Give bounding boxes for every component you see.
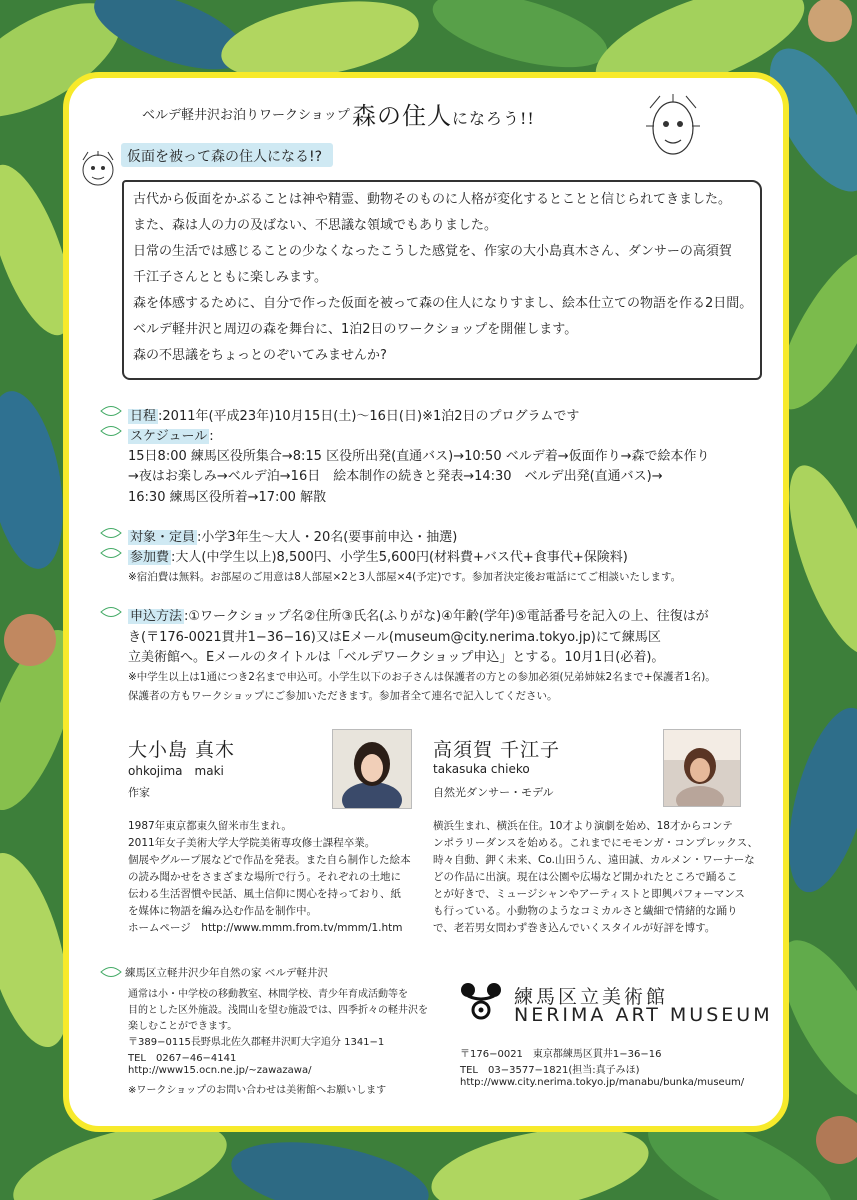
artist2-bio-line: も行っている。小動物のようなコミカルさと繊細で情緒的な踊り bbox=[433, 905, 738, 917]
workshop-subtitle: ベルデ軽井沢お泊りワークショップ bbox=[142, 108, 350, 123]
schedule-colon: : bbox=[209, 429, 214, 444]
museum-tel: TEL 03−3577−1821(担当:真子みほ) bbox=[460, 1065, 640, 1076]
title-forest-glyph: 森 bbox=[352, 102, 377, 130]
facility-line: 通常は小・中学校の移動教室、林間学校、青少年育成活動等を bbox=[128, 989, 408, 1000]
artist2-bio-line: 横浜生まれ、横浜在住。10才より演劇を始め、18才からコンテ bbox=[433, 820, 733, 832]
date-text: :2011年(平成23年)10月15日(土)〜16日(日)※1泊2日のプログラムです bbox=[158, 409, 580, 424]
artist1-photo bbox=[332, 729, 412, 809]
artist1-homepage[interactable]: ホームページ http://www.mmm.from.tv/mmm/1.htm bbox=[128, 922, 403, 934]
artist1-roman: ohkojima maki bbox=[128, 764, 224, 778]
facility-tel: TEL 0267−46−4141 bbox=[128, 1053, 237, 1064]
leaf-icon bbox=[100, 424, 122, 438]
artist1-bio-line: の読み聞かせをさまざまな場所で行う。それぞれの土地に bbox=[128, 871, 401, 883]
artist2-name: 高須賀 千江子 bbox=[433, 739, 561, 761]
intro-line: また、森は人の力の及ばない、不思議な領域でもありました。 bbox=[133, 218, 498, 233]
artist1-bio-line: 2011年女子美術大学大学院美術専攻修士課程卒業。 bbox=[128, 837, 376, 849]
apply-line: 立美術館へ。Eメールのタイトルは「ベルデワークショップ申込」とする。10月1日(必着)。 bbox=[128, 650, 665, 665]
facility-inquiry-note: ※ワークショップのお問い合わせは美術館へお願いします bbox=[128, 1085, 387, 1096]
apply-row bbox=[128, 605, 709, 624]
schedule-label: スケジュール bbox=[130, 429, 208, 444]
intro-line: ベルデ軽井沢と周辺の森を舞台に、1泊2日のワークショップを開催します。 bbox=[133, 322, 578, 337]
intro-heading: 仮面を被って森の住人になる!? bbox=[121, 143, 333, 167]
fee-text: :大人(中学生以上)8,500円、小学生5,600円(材料費+バス代+食事代+保険料) bbox=[171, 550, 628, 565]
museum-name-en: NERIMA ART MUSEUM bbox=[514, 1004, 773, 1026]
museum-logo-icon bbox=[460, 982, 502, 1022]
artist2-bio-line: 時々自動、鉀く未来、Co.山田うん、遠田誠、カルメン・ワーナーな bbox=[433, 854, 755, 866]
artist1-bio-line: 1987年東京都東久留米市生まれ。 bbox=[128, 820, 292, 832]
artist2-bio-line: で、老若男女問わず巻き込んでいくスタイルが好評を博す。 bbox=[433, 922, 716, 934]
apply-text: :①ワークショップ名②住所③氏名(ふりがな)④年齢(学年)⑤電話番号を記入の上、往復はが bbox=[184, 609, 709, 624]
date-label: 日程 bbox=[130, 409, 157, 424]
artist2-bio-line: ンポラリーダンスを始める。これまでにモモンガ・コンプレックス、 bbox=[433, 837, 758, 849]
facility-url[interactable]: http://www15.ocn.ne.jp/~zawazawa/ bbox=[128, 1065, 312, 1076]
artist1-name: 大小島 真木 bbox=[128, 739, 236, 761]
date-row bbox=[128, 405, 579, 424]
intro-line: 古代から仮面をかぶることは神や精霊、動物そのものに人格が変化するとことと信じられてきました。 bbox=[133, 192, 732, 207]
intro-line: 日常の生活では感じることの少なくなったこうした感覚を、作家の大小島真木さん、ダンサーの高須賀 bbox=[133, 244, 732, 259]
page-title bbox=[352, 96, 535, 131]
mask-face-icon bbox=[640, 88, 706, 162]
facility-line: 楽しむことができます。 bbox=[128, 1021, 238, 1032]
facility-line: 目的とした区外施設。浅間山を望む施設では、四季折々の軽井沢を bbox=[128, 1005, 428, 1016]
apply-note: ※中学生以上は1通につき2名まで申込可。小学生以下のお子さんは保護者の方との参加必須(兄弟姉妹2名まで+保護者1名)。 bbox=[128, 671, 716, 683]
facility-title: 練馬区立軽井沢少年自然の家 ベルデ軽井沢 bbox=[125, 967, 328, 979]
schedule-line: →夜はお楽しみ→ベルデ泊→16日 絵本制作の続きと発表→14:30 ベルデ出発(直通バス)→ bbox=[128, 469, 663, 484]
intro-line: 森を体感するために、自分で作った仮面を被って森の住人になりすまし、絵本仕立ての物語を作る2日間。 bbox=[133, 296, 753, 311]
schedule-line: 16:30 練馬区役所着→17:00 解散 bbox=[128, 490, 327, 505]
leaf-icon bbox=[100, 546, 122, 560]
target-label: 対象・定員 bbox=[130, 530, 196, 545]
artist1-bio-line: を媒体に物語を編み込む作品を制作中。 bbox=[128, 905, 317, 917]
title-no: の bbox=[377, 102, 402, 130]
artist1-bio-line: 個展やグループ展などで作品を発表。また自ら制作した絵本 bbox=[128, 854, 411, 866]
facility-address: 〒389−0115長野県北佐久郡軽井沢町大字追分 1341−1 bbox=[128, 1037, 385, 1048]
artist1-role: 作家 bbox=[128, 786, 150, 799]
schedule-row bbox=[128, 425, 214, 444]
leaf-icon bbox=[100, 404, 122, 418]
title-resident: 住人 bbox=[402, 102, 452, 130]
museum-name-jp: 練馬区立美術館 bbox=[514, 986, 669, 1008]
apply-label: 申込方法 bbox=[130, 609, 183, 624]
leaf-icon bbox=[100, 526, 122, 540]
fee-row bbox=[128, 546, 628, 565]
intro-line: 森の不思議をちょっとのぞいてみませんか? bbox=[133, 348, 387, 363]
artist2-photo bbox=[663, 729, 741, 807]
mask-sketch-icon bbox=[78, 148, 118, 192]
artist1-bio-line: 伝わる生活習慣や民話、風土信仰に関心を持っており、紙 bbox=[128, 888, 401, 900]
artist2-roman: takasuka chieko bbox=[433, 762, 530, 776]
leaf-icon bbox=[100, 965, 122, 979]
apply-line: き(〒176-0021貫井1−36−16)又はEメール(museum@city.nerima.tokyo.jp)にて練馬区 bbox=[128, 630, 661, 645]
fee-label: 参加費 bbox=[130, 550, 170, 565]
apply-note: 保護者の方もワークショップにご参加いただきます。参加者全て連名で記入してください。 bbox=[128, 690, 558, 702]
lodging-note: ※宿泊費は無料。お部屋のご用意は8人部屋×2と3人部屋×4(予定)です。参加者決定後お電話にてご相談いたします。 bbox=[128, 571, 682, 583]
intro-line: 千江子さんとともに楽しみます。 bbox=[133, 270, 327, 285]
title-suffix: になろう!! bbox=[452, 109, 535, 128]
target-row bbox=[128, 526, 457, 545]
museum-url[interactable]: http://www.city.nerima.tokyo.jp/manabu/bunka/museum/ bbox=[460, 1077, 745, 1088]
leaf-icon bbox=[100, 605, 122, 619]
target-text: :小学3年生〜大人・20名(要事前申込・抽選) bbox=[197, 530, 458, 545]
schedule-line: 15日8:00 練馬区役所集合→8:15 区役所出発(直通バス)→10:50 ベルデ着→仮面作り→森で絵本作り bbox=[128, 449, 710, 464]
museum-address: 〒176−0021 東京都練馬区貫井1−36−16 bbox=[460, 1049, 662, 1060]
artist2-bio-line: とが好きで、ミュージシャンやアーティストと即興パフォーマンス bbox=[433, 888, 745, 900]
artist2-role: 自然光ダンサー・モデル bbox=[433, 786, 554, 799]
artist2-bio-line: どの作品に出演。現在は公園や広場など開かれたところで踊るこ bbox=[433, 871, 738, 883]
